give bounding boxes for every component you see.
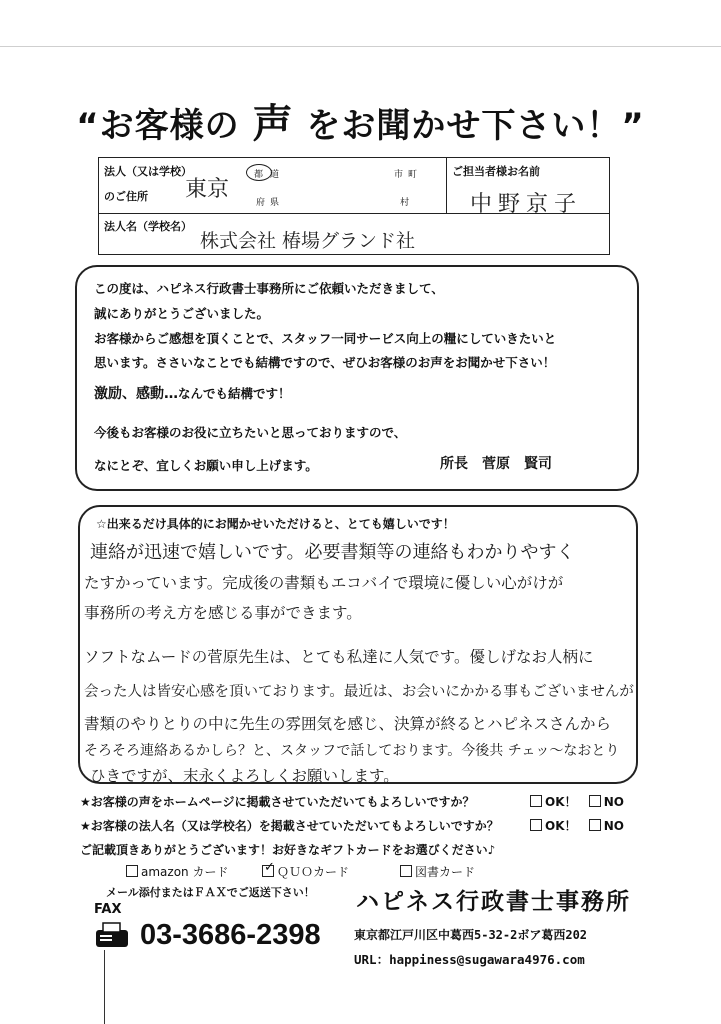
gift-option-amazon[interactable]: amazon カード	[126, 863, 228, 880]
comment-prompt: ☆出来るだけ具体的にお聞かせいただけると、とても嬉しいです！	[96, 517, 455, 531]
quo-checkbox-checked[interactable]: ✓	[264, 860, 275, 875]
label-address: のご住所	[104, 190, 148, 203]
fax-machine-icon	[94, 921, 130, 949]
city-shi: 市	[394, 170, 404, 180]
fax-label: FAX	[94, 902, 122, 917]
greeting-line-3: お客様からご感想を頂くことで、スタッフ一同サービス向上の糧にしていきたいと	[94, 331, 557, 346]
amazon-checkbox[interactable]	[126, 865, 138, 877]
pref-do: 道	[270, 170, 280, 180]
question-company-name: ★お客様の法人名（又は学校名）を掲載させていただいてもよろしいですか？	[80, 819, 499, 833]
office-address: 東京都江戸川区中葛西5-32-2ボア葛西202	[354, 928, 588, 942]
title-koe: 声	[252, 101, 294, 147]
greeting-line-4: 思います。ささいなことでも結構ですので、ぜひお客様のお声をお聞かせ下さい！	[94, 355, 556, 370]
value-company: 株式会社 椿場グランド社	[200, 230, 416, 252]
return-instruction: メール添付またはＦＡＸでご返送下さい！	[106, 886, 315, 899]
greeting-line-7: なにとぞ、宜しくお願い申し上げます。	[94, 458, 318, 473]
value-contact: 中野京子	[470, 192, 583, 217]
gift-thanks: ご記載頂きありがとうございます！お好きなギフトカードをお選びください♪	[80, 843, 496, 857]
title-post: をお聞かせ下さい！”	[306, 106, 645, 146]
office-name: ハピネス行政書士事務所	[356, 889, 631, 915]
pref-fu: 府	[256, 198, 266, 208]
greeting-emphasis: 激励、感動…なんでも結構です！	[94, 386, 291, 402]
pref-to: 都	[254, 170, 264, 180]
label-company: 法人名（学校名）	[104, 220, 192, 233]
tosho-checkbox[interactable]	[400, 865, 412, 877]
gift-option-quo[interactable]: ✓ ＱＵＯカード	[264, 860, 350, 879]
title-pre: “お客様の	[76, 106, 240, 146]
q2-no-checkbox[interactable]	[589, 819, 601, 831]
comment-line-1: 連絡が迅速で嬉しいです。必要書類等の連絡もわかりやすく	[90, 542, 575, 563]
page-title	[0, 92, 721, 149]
fax-cable-line	[104, 950, 105, 1024]
greeting-line-1: この度は、ハピネス行政書士事務所にご依頼いただきまして、	[94, 281, 444, 296]
pref-ken: 県	[270, 198, 280, 208]
comment-line-7: そろそろ連絡あるかしら？と、スタッフで話しております。今後共 チェッ〜なおとり	[84, 743, 620, 759]
comment-line-5: 会った人は皆安心感を頂いております。最近は、お会いにかかる事もございませんが	[84, 684, 634, 700]
page-top-border	[0, 46, 721, 47]
label-contact: ご担当者様お名前	[452, 165, 540, 178]
q1-ok-checkbox[interactable]	[530, 795, 542, 807]
director-signature: 所長 菅原 賢司	[440, 456, 552, 472]
city-son: 村	[400, 198, 410, 208]
comment-line-4: ソフトなムードの菅原先生は、とても私達に人気です。優しげなお人柄に	[84, 648, 594, 666]
q2-options: OK！ NO	[530, 817, 624, 834]
comment-line-6: 書類のやりとりの中に先生の雰囲気を感じ、決算が終るとハピネスさんから	[84, 715, 612, 733]
office-url: URL：happiness@sugawara4976.com	[354, 952, 585, 967]
label-corp: 法人（又は学校）	[104, 165, 192, 178]
fax-number: 03-3686-2398	[140, 919, 321, 951]
greeting-line-6: 今後もお客様のお役に立ちたいと思っておりますので、	[94, 425, 407, 440]
city-cho: 町	[408, 170, 418, 180]
comment-line-8: ひきですが、末永くよろしくお願いします。	[90, 767, 399, 785]
comment-line-2: たすかっています。完成後の書類もエコバイで環境に優しい心がけが	[84, 574, 564, 592]
greeting-line-2: 誠にありがとうございました。	[94, 306, 270, 321]
gift-option-tosho[interactable]: 図書カード	[400, 863, 475, 880]
q1-no-checkbox[interactable]	[589, 795, 601, 807]
value-prefecture: 東京	[185, 177, 230, 202]
question-homepage: ★お客様の声をホームページに掲載させていただいてもよろしいですか？	[80, 795, 475, 809]
q2-ok-checkbox[interactable]	[530, 819, 542, 831]
comment-line-3: 事務所の考え方を感じる事ができます。	[84, 604, 362, 622]
q1-options: OK！ NO	[530, 793, 624, 810]
